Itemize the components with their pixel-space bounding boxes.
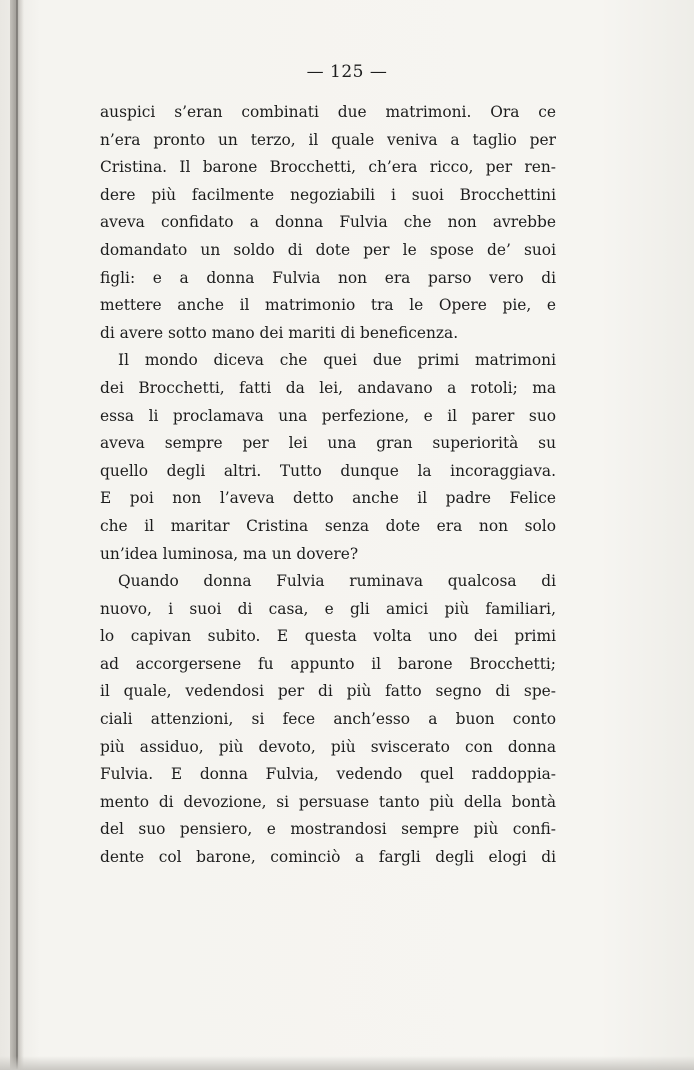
text-line: del suo pensiero, e mostrandosi sempre più confi- [100, 820, 556, 839]
text-line: il quale, vedendosi per di più fatto segno di spe- [100, 682, 556, 701]
text-line: dere più facilmente negoziabili i suoi Brocchettini [100, 185, 556, 204]
page-number-header: — 125 — [306, 62, 388, 82]
text-line: dente col barone, cominciò a fargli degli elogi di [100, 848, 556, 867]
page-binding-edge [16, 0, 18, 1070]
text-line: figli: e a donna Fulvia non era parso vero di [100, 268, 556, 287]
text-line: Quando donna Fulvia ruminava qualcosa di [118, 572, 556, 591]
text-line: mento di devozione, si persuase tanto più della bontà [100, 792, 556, 811]
page-bottom-edge [0, 1056, 694, 1070]
text-line: quello degli altri. Tutto dunque la incoraggiava. [100, 461, 556, 480]
body-text [100, 99, 556, 872]
text-line: Il mondo diceva che quei due primi matrimoni [118, 351, 556, 370]
text-line: n’era pronto un terzo, il quale veniva a taglio per [100, 130, 556, 149]
text-line: che il maritar Cristina senza dote era non solo [100, 516, 556, 535]
text-line: lo capivan subito. E questa volta uno dei primi [100, 627, 556, 646]
text-line: aveva sempre per lei una gran superiorità su [100, 434, 556, 453]
text-line: ciali attenzioni, si fece anch’esso a buon conto [100, 710, 556, 729]
text-line: più assiduo, più devoto, più sviscerato con donna [100, 737, 556, 756]
text-line: essa li proclamava una perfezione, e il parer suo [100, 406, 556, 425]
text-line: di avere sotto mano dei mariti di beneficenza. [100, 323, 459, 342]
text-line: mettere anche il matrimonio tra le Opere pie, e [100, 296, 556, 315]
text-line: Cristina. Il barone Brocchetti, ch’era ricco, per ren- [100, 158, 556, 177]
text-line: E poi non l’aveva detto anche il padre Felice [100, 489, 556, 508]
text-line: domandato un soldo di dote per le spose de’ suoi [100, 240, 556, 259]
text-line: ad accorgersene fu appunto il barone Brocchetti; [100, 654, 556, 673]
text-line: Fulvia. E donna Fulvia, vedendo quel raddoppia- [100, 765, 556, 784]
text-line: dei Brocchetti, fatti da lei, andavano a rotoli; ma [100, 378, 556, 397]
text-line: un’idea luminosa, ma un dovere? [100, 544, 359, 563]
text-line: aveva confidato a donna Fulvia che non avrebbe [100, 213, 556, 232]
text-line: nuovo, i suoi di casa, e gli amici più familiari, [100, 599, 556, 618]
text-line: auspici s’eran combinati due matrimoni. Ora ce [100, 103, 556, 121]
